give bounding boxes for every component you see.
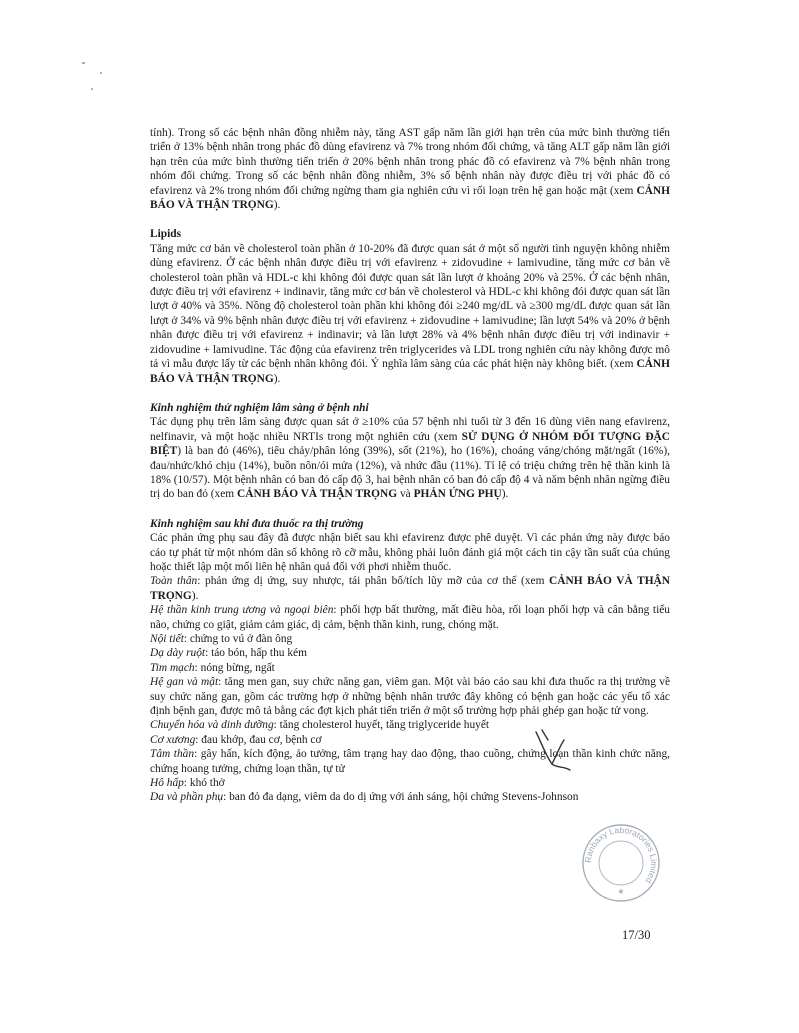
- text-run: ).: [273, 372, 281, 385]
- scan-speck: [82, 62, 85, 64]
- heading-lipids: Lipids: [150, 228, 182, 241]
- heading-postmarketing-experience: Kinh nghiệm sau khi đưa thuốc ra thị trường: [150, 517, 364, 530]
- item-label: Nội tiết: [150, 633, 184, 645]
- list-item: [150, 661, 670, 675]
- item-label: Cơ xương: [150, 733, 196, 746]
- item-label: Dạ dày ruột: [150, 647, 206, 660]
- item-label: Hệ thần kinh trung ương và ngoại biên: [150, 604, 334, 617]
- document-body: [150, 126, 670, 805]
- text-run: : khó thở: [183, 777, 225, 790]
- paragraph-liver-coinfection: [150, 126, 670, 212]
- text-run: : phản ứng dị ứng, suy nhược, tái phân bố/tích lũy mỡ của cơ thể (xem: [197, 575, 550, 588]
- bold-reference: CẢNH BÁO VÀ THẬN TRỌNG: [150, 575, 671, 602]
- scan-speck: [100, 72, 102, 74]
- text-run: : táo bón, hấp thu kém: [205, 647, 307, 660]
- list-item: [150, 675, 670, 718]
- text-run: ).: [273, 199, 281, 212]
- paragraph-postmarketing: [150, 531, 670, 574]
- paragraph-lipids: [150, 242, 670, 386]
- text-run: ) là ban đỏ (46%), tiêu chảy/phân lỏng (39%), sốt (21%), ho (16%), choáng váng/chóng mặt/ngất (16%), đau/nhức/khó chịu (14%), buồn nôn/ói mửa (12%), và nhức đầu (11%). Tỉ lệ có triệu chứng trên hệ thần kinh là 18% (10/57). Một bệnh nhân có ban đỏ cấp độ 3, hai bệnh nhân có ban đỏ cấp độ 4 và năm bệnh nhân ngừng điều trị do ban đỏ (xem: [150, 445, 670, 501]
- list-item: [150, 790, 670, 804]
- list-item: [150, 574, 670, 603]
- text-run: ).: [191, 589, 199, 602]
- handwritten-signature: [530, 726, 580, 776]
- text-run: : chứng to vú ở đàn ông: [183, 633, 293, 645]
- list-item: [150, 632, 670, 646]
- text-run: ).: [501, 488, 509, 501]
- svg-text:Ranbaxy Laboratories Limited: Ranbaxy Laboratories Limited: [582, 824, 660, 886]
- text-run: : đau khớp, đau cơ, bệnh cơ: [195, 733, 322, 746]
- svg-text:★: ★: [617, 887, 625, 896]
- heading-pediatric-experience: Kinh nghiệm thử nghiệm lâm sàng ở bệnh nhi: [150, 401, 369, 414]
- paragraph-pediatric: [150, 415, 670, 501]
- item-label: Toàn thân: [150, 575, 198, 588]
- bold-reference: SỬ DỤNG Ở NHÓM ĐỐI TƯỢNG ĐẶC BIỆT: [150, 430, 670, 458]
- text-run: Tác dụng phụ trên lâm sàng được quan sát ở ≥10% của 57 bệnh nhi tuổi từ 3 đến 16 dùng viên nang efavirenz, nelfinavir, và một hoặc nhiều NRTIs trong một nghiên cứu (xem: [150, 416, 670, 443]
- text-run: Tăng mức cơ bản về cholesterol toàn phần ở 10-20% đã được quan sát ở một số người tình nguyện không nhiễm dùng efavirenz. Ở các bệnh nhân được điều trị với efavirenz + zidovudine + lamivudine, tăng mức cơ bản về cholesterol toàn phần và HDL-c khi không đói được quan sát lần lượt ở khoảng 20% và 25%. Ở các bệnh nhân, được điều trị với efavirenz + indinavir, tăng mức cơ bản về cholesterol và HDL-c khi không đói được quan sát lần lượt ở 40% và 35%. Nồng độ cholesterol toàn phần khi không đói ≥240 mg/dL và ≥300 mg/dL được quan sát lần lượt ở 34% và 9% bệnh nhân được điều trị với efavirenz + zidovudine + lamivudine; lần lượt 54% và 20% ở bệnh nhân được điều trị với efavirenz + indinavir; và lần lượt 28% và 4% bệnh nhân được điều trị với indinavir + zidovudine + lamivudine. Tác động của efavirenz trên triglycerides và LDL trong nghiên cứu này không được mô tả vì mẫu được lấy từ các bệnh nhân không đói. Ý nghĩa lâm sàng của các phát hiện này không biết. (xem: [150, 242, 670, 371]
- item-label: Chuyển hóa và dinh dưỡng: [150, 719, 274, 732]
- item-label: Da và phần phụ: [150, 791, 224, 804]
- text-run: : tăng men gan, suy chức năng gan, viêm gan. Một vài báo cáo sau khi đưa thuốc ra thị trường về suy chức năng gan, gồm các trường hợp ở những bệnh nhân trước đây không có bệnh gan hoặc các yếu tố xác định bệnh gan, được mô tả bằng các đợt kịch phát tiến triển ở một số trường hợp phải ghép gan hoặc tử vong.: [150, 676, 671, 718]
- list-item: [150, 718, 670, 732]
- list-item: [150, 603, 670, 632]
- bold-reference: CẢNH BÁO VÀ THẬN TRỌNG: [150, 184, 670, 212]
- item-label: Hệ gan và mật: [150, 676, 219, 689]
- item-label: Tâm thần: [150, 748, 195, 761]
- text-run: tính). Trong số các bệnh nhân đồng nhiễm này, tăng AST gấp năm lần giới hạn trên của mức bình thường tiến triển ở 13% bệnh nhân trong phác đồ dùng efavirenz và 7% trong nhóm đối chứng, và tăng ALT gấp năm lần giới hạn trên của mức bình thường tiến triển ở 20% bệnh nhân trong phác đồ có efavirenz và 7% bệnh nhân trong nhóm đối chứng. Trong số các bệnh nhân đồng nhiễm, 3% số bệnh nhân này được điều trị với phác đồ có efavirenz và 2% trong nhóm đối chứng ngừng tham gia nghiên cứu vì rối loạn trên hệ gan hoặc mật (xem: [150, 127, 670, 197]
- bold-reference: CẢNH BÁO VÀ THẬN TRỌNG: [237, 488, 398, 501]
- text-run: : nóng bừng, ngất: [194, 661, 275, 674]
- text-run: : phối hợp bất thường, mất điều hòa, rối loạn phối hợp và cân bằng tiểu não, chứng co giật, giảm cảm giác, dị cảm, bệnh thần kinh, rung, chóng mặt.: [150, 604, 670, 631]
- company-stamp-seal: [580, 822, 662, 904]
- list-item: [150, 776, 670, 790]
- text-run: : gây hấn, kích động, ảo tưởng, tâm trạng hay dao động, thao cuồng, chứng loạn thần kinh chức năng, chứng hoang tưởng, chứng loạn thần, tự tử: [150, 748, 670, 775]
- bold-reference: CẢNH BÁO VÀ THẬN TRỌNG: [150, 358, 670, 385]
- adverse-reaction-list: [150, 574, 670, 805]
- scan-speck: [91, 88, 93, 90]
- bold-reference: PHẢN ỨNG PHỤ: [413, 488, 502, 501]
- list-item: [150, 747, 670, 776]
- item-label: Tim mạch: [150, 661, 195, 674]
- text-run: và: [397, 488, 414, 501]
- item-label: Hô hấp: [150, 777, 184, 790]
- list-item: [150, 733, 670, 747]
- list-item: [150, 646, 670, 660]
- text-run: Các phản ứng phụ sau đây đã được nhận biết sau khi efavirenz được phê duyệt. Vì các phản ứng này được báo cáo tự phát từ một nhóm dân số không rõ cỡ mẫu, không phải luôn đánh giá một cách tin cậy tần suất của chúng hoặc thiết lập một mối liên hệ nhân quả đối với phơi nhiễm thuốc.: [150, 532, 670, 573]
- page-number: 17/30: [622, 928, 651, 942]
- text-run: : ban đỏ đa dạng, viêm da do dị ứng với ánh sáng, hội chứng Stevens-Johnson: [223, 791, 579, 804]
- text-run: : tăng cholesterol huyết, tăng triglyceride huyết: [273, 719, 490, 732]
